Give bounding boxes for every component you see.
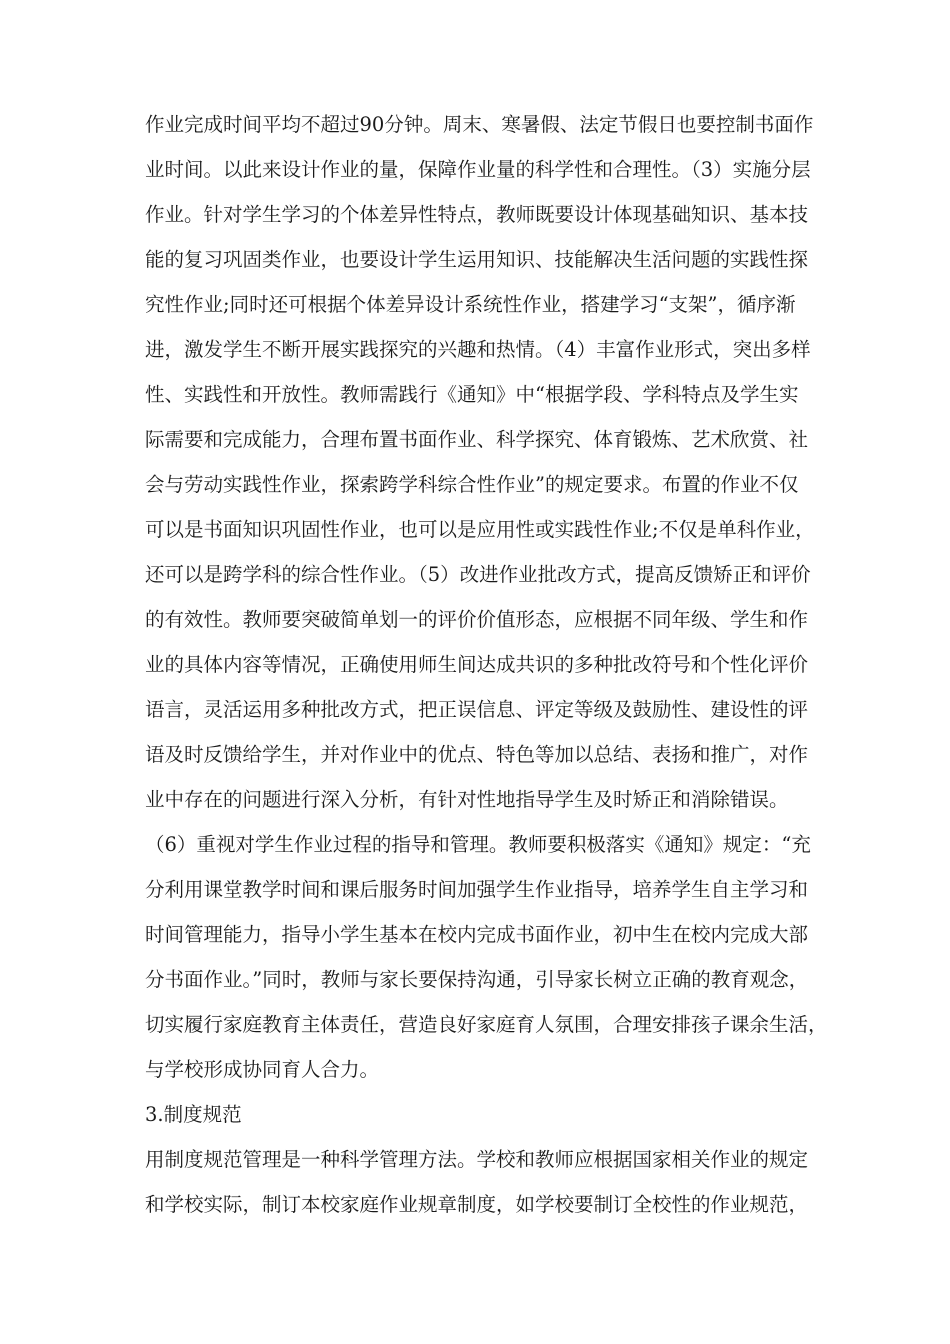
text-line: 作业。针对学生学习的个体差异性特点，教师既要设计体现基础知识、基本技 [145,203,809,226]
text-line: 切实履行家庭教育主体责任，营造良好家庭育人氛围，合理安排孩子课余生活， [145,1013,828,1036]
text-line: 进，激发学生不断开展实践探究的兴趣和热情。（4）丰富作业形式，突出多样 [145,338,811,361]
text-line: 可以是书面知识巩固性作业，也可以是应用性或实践性作业;不仅是单科作业， [145,518,815,541]
text-line: 会与劳动实践性作业，探索跨学科综合性作业”的规定要求。布置的作业不仅 [145,473,799,496]
text-line: 时间管理能力，指导小学生基本在校内完成书面作业，初中生在校内完成大部 [145,923,809,946]
text-line: 际需要和完成能力，合理布置书面作业、科学探究、体育锻炼、艺术欣赏、社 [145,428,809,451]
text-line: 究性作业;同时还可根据个体差异设计系统性作业，搭建学习“支架”，循序渐 [145,293,796,316]
text-line: 和学校实际，制订本校家庭作业规章制度，如学校要制订全校性的作业规范， [145,1193,809,1216]
text-line: 业的具体内容等情况，正确使用师生间达成共识的多种批改符号和个性化评价 [145,653,809,676]
text-line: 分书面作业。”同时，教师与家长要保持沟通，引导家长树立正确的教育观念， [145,968,809,991]
text-line: 分利用课堂教学时间和课后服务时间加强学生作业指导，培养学生自主学习和 [145,878,809,901]
text-line: 语言，灵活运用多种批改方式，把正误信息、评定等级及鼓励性、建设性的评 [145,698,809,721]
text-line: 能的复习巩固类作业，也要设计学生运用知识、技能解决生活问题的实践性探 [145,248,809,271]
text-line: 与学校形成协同育人合力。 [145,1058,380,1081]
text-line: 业时间。以此来设计作业的量，保障作业量的科学性和合理性。（3）实施分层 [145,158,811,181]
text-line: 还可以是跨学科的综合性作业。（5）改进作业批改方式，提高反馈矫正和评价 [145,563,811,586]
text-line: 用制度规范管理是一种科学管理方法。学校和教师应根据国家相关作业的规定 [145,1148,809,1171]
text-line: 性、实践性和开放性。教师需践行《通知》中“根据学段、学科特点及学生实 [145,383,799,406]
section-heading: 3.制度规范 [145,1103,242,1126]
text-line: 的有效性。教师要突破简单划一的评价价值形态，应根据不同年级、学生和作 [145,608,809,631]
text-line: 业中存在的问题进行深入分析，有针对性地指导学生及时矫正和消除错误。 [145,788,789,811]
text-line: 作业完成时间平均不超过90分钟。周末、寒暑假、法定节假日也要控制书面作 [145,113,814,136]
text-line: 语及时反馈给学生，并对作业中的优点、特色等加以总结、表扬和推广，对作 [145,743,809,766]
text-line: （6）重视对学生作业过程的指导和管理。教师要积极落实《通知》规定：“充 [145,833,811,856]
